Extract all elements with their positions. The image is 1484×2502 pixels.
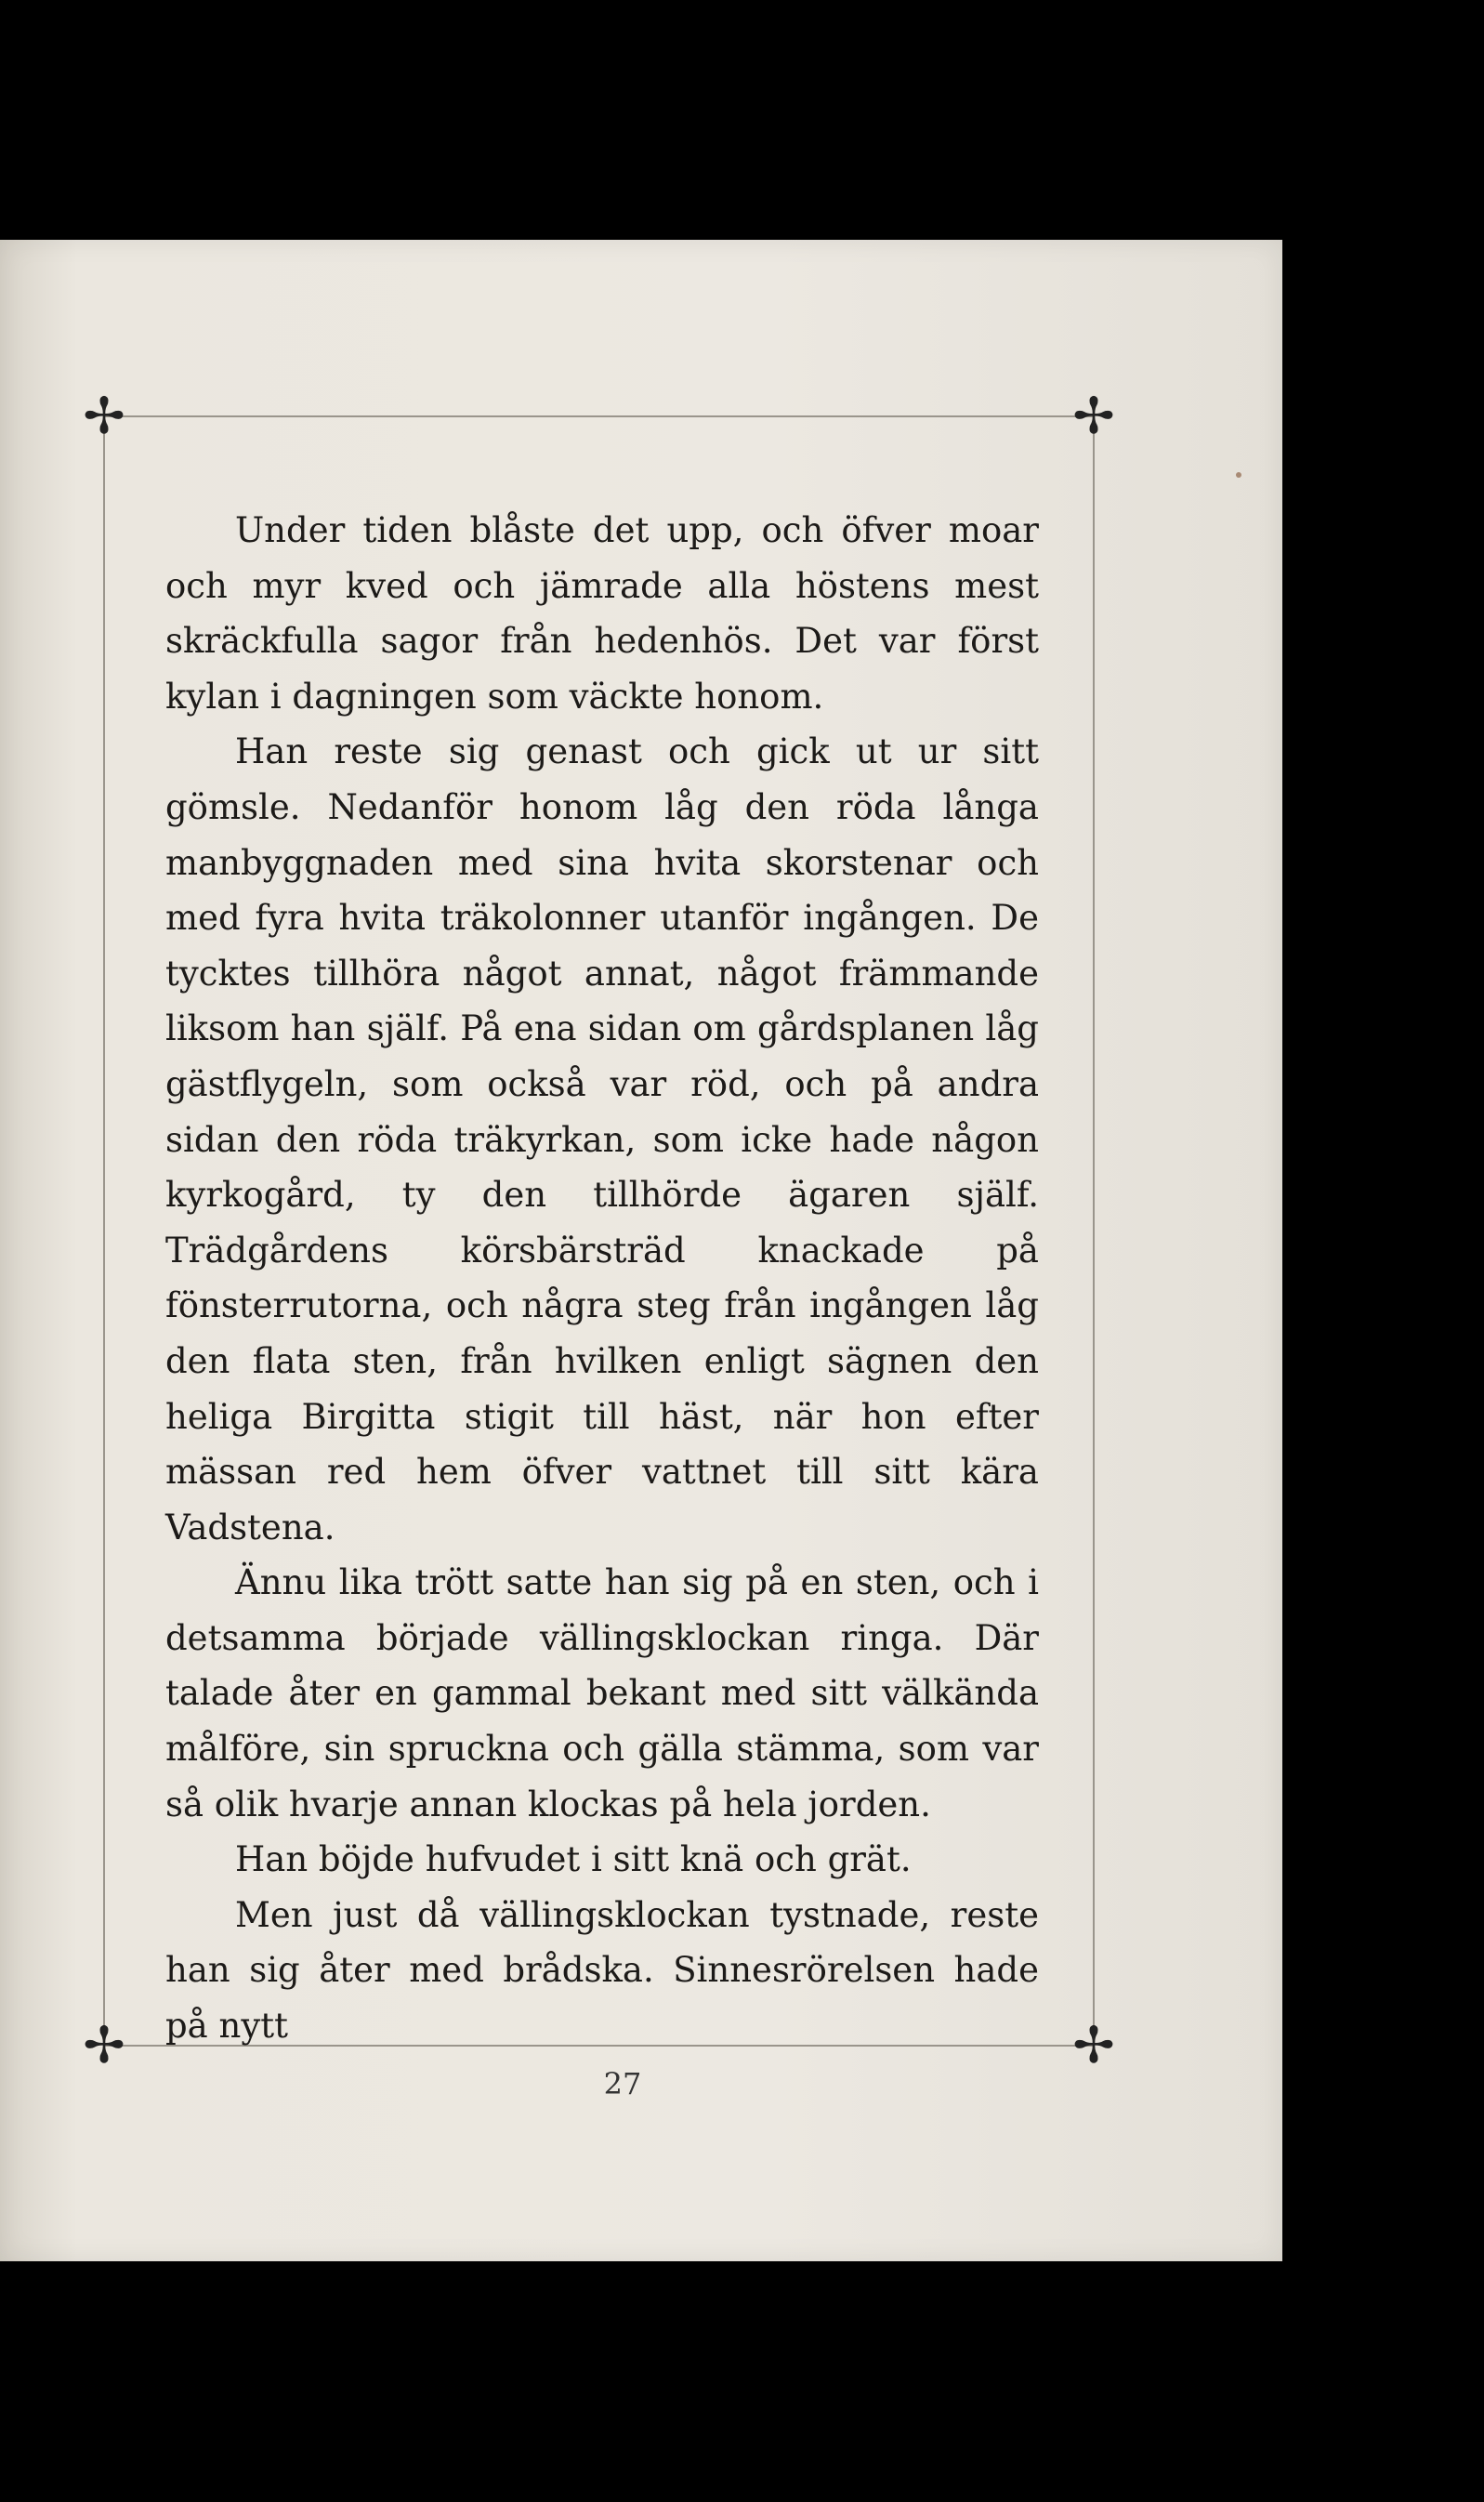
page-number: 27 [603, 2066, 642, 2101]
paragraph: Han reste sig genast och gick ut ur sitt gömsle. Nedanför honom låg den röda långa manbyggnaden med sina hvita skorstenar och med fyra hvita träkolonner utanför ingången. De tycktes tillhöra något annat, något främmande liksom han själf. På ena sidan om gårdsplanen låg gästflygeln, som också var röd, och på andra sidan den röda träkyrkan, som icke hade någon kyrkogård, ty den tillhörde ägaren själf. Trädgårdens körsbärsträd knackade på fönsterrutorna, och några steg från ingången låg den flata sten, från hvilken enligt sägnen den heliga Birgitta stigit till häst, när hon efter mässan red hem öfver vattnet till sitt kära Vadstena. [165, 731, 1039, 1547]
paragraph: Men just då vällingsklockan tystnade, reste han sig åter med brådska. Sinnesrörelsen hade på nytt [165, 1894, 1039, 2047]
paragraph: Ännu lika trött satte han sig på en sten, och i detsamma började vällingsklockan ringa. Där talade åter en gammal bekant med sitt välkända målföre, sin spruckna och gälla stämma, som var så olik hvarje annan klockas på hela jorden. [165, 1562, 1039, 1824]
book-page [0, 240, 1282, 2261]
frame-left-rule [103, 426, 105, 2043]
paragraph: Under tiden blåste det upp, och öfver moar och myr kved och jämrade alla höstens mest skräckfulla sagor från hedenhös. Det var först kylan i dagningen som väckte honom. [165, 510, 1039, 717]
corner-ornament-bottom-right: ✢ [1072, 2016, 1115, 2074]
corner-ornament-bottom-left: ✢ [83, 2016, 125, 2074]
corner-ornament-top-left: ✢ [83, 387, 125, 445]
body-text [165, 503, 1039, 2054]
corner-ornament-top-right: ✢ [1072, 387, 1115, 445]
frame-right-rule [1093, 426, 1095, 2043]
frame-top-rule [104, 415, 1095, 417]
paragraph: Han böjde hufvudet i sitt knä och grät. [235, 1839, 912, 1880]
paper-speck [1236, 472, 1241, 478]
